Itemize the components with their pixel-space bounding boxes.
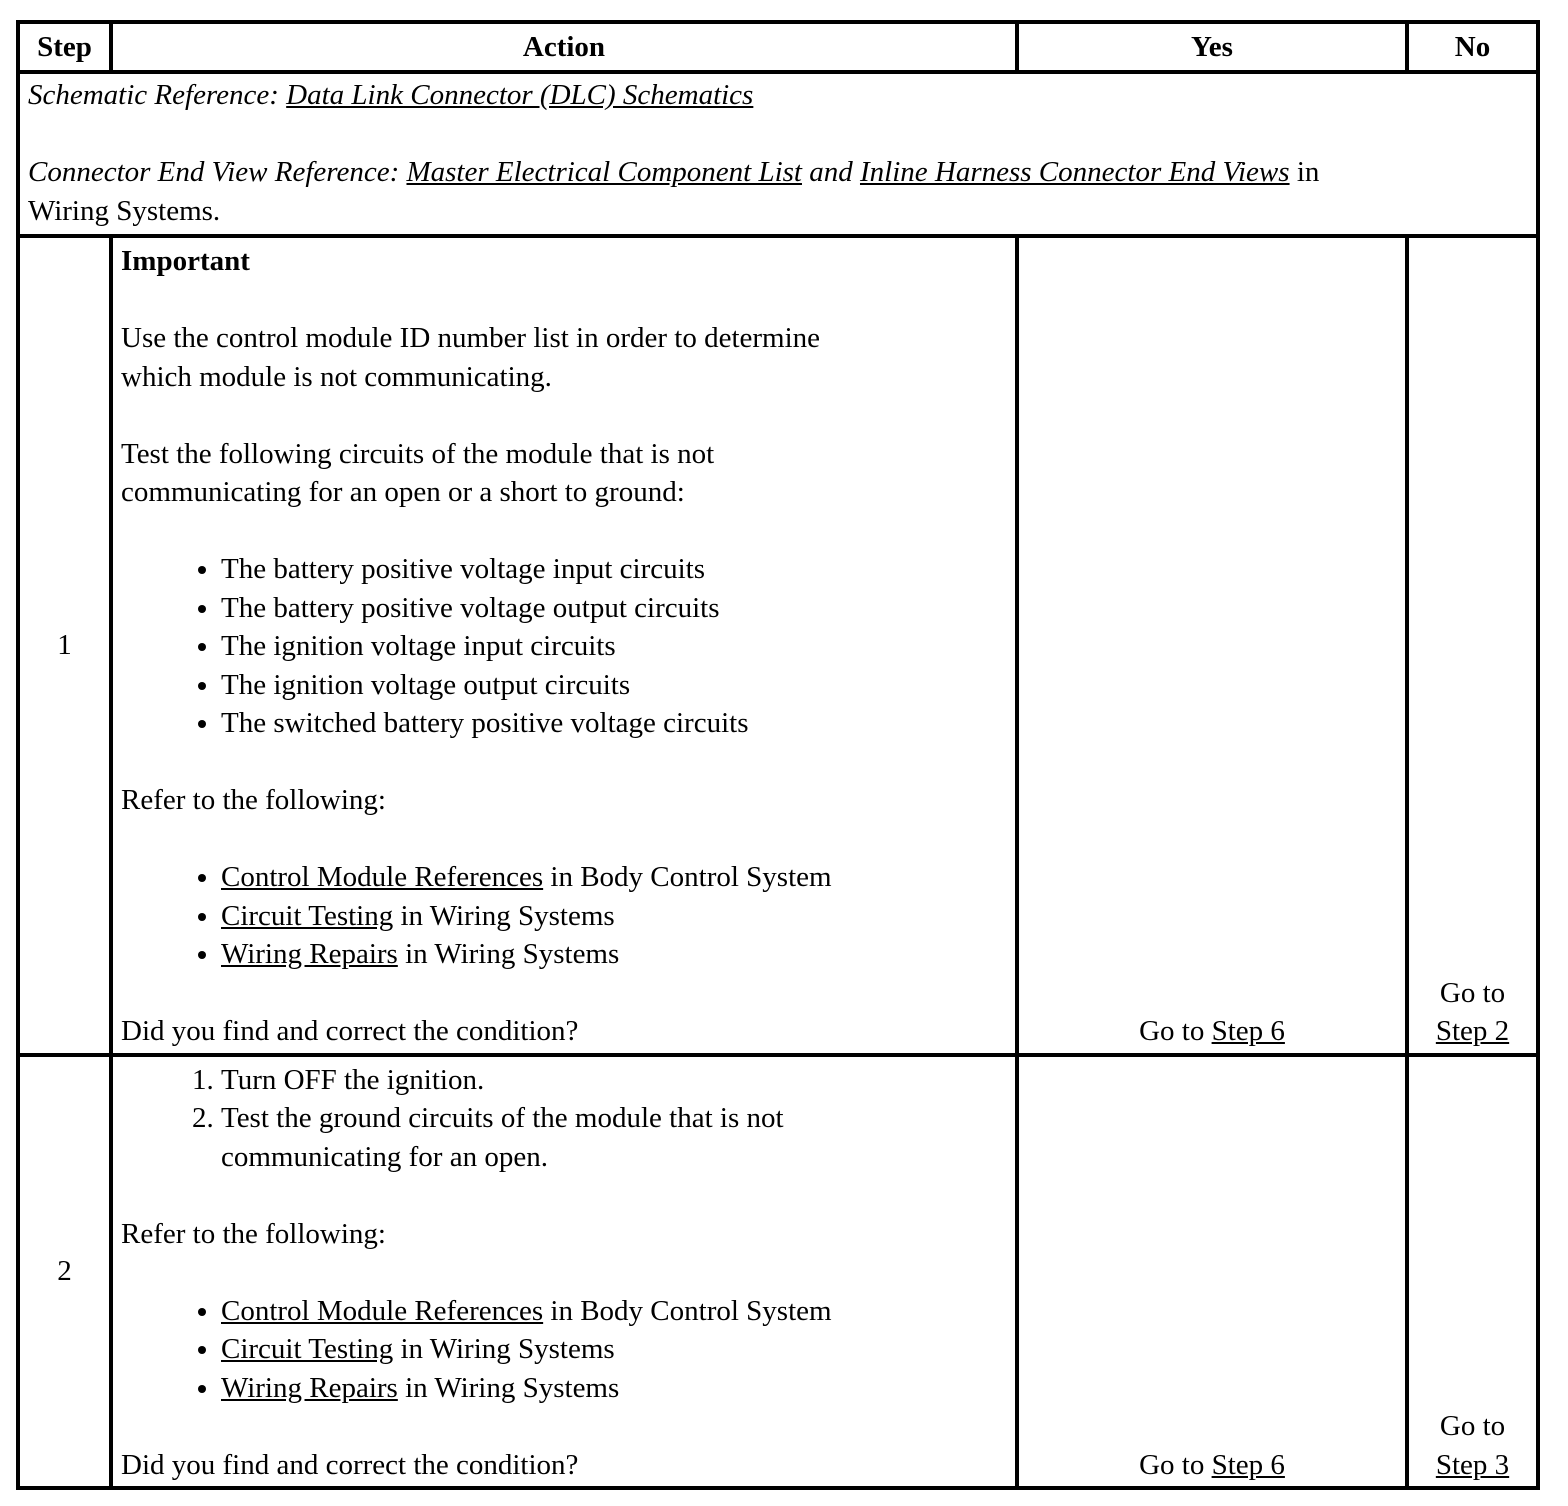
- step-action: [111, 236, 1017, 1055]
- procedure-list: [121, 1061, 1007, 1177]
- reference-cell: [18, 72, 1538, 236]
- schematic-link[interactable]: Data Link Connector (DLC) Schematics: [286, 79, 754, 111]
- no-prefix: Go to: [1439, 1410, 1506, 1442]
- list-item: • Wiring Repairs in Wiring Systems: [221, 935, 1007, 974]
- step-row-1: [18, 236, 1538, 1055]
- reference-list: [121, 858, 1007, 974]
- spacer: [121, 396, 1007, 435]
- circuit-testing-link[interactable]: Circuit Testing: [221, 899, 394, 932]
- question-text: Did you find and correct the condition?: [121, 1448, 579, 1481]
- step-action: [111, 1055, 1017, 1489]
- go-to-step-6-link[interactable]: Step 6: [1211, 1448, 1285, 1481]
- list-item: • Control Module References in Body Control System: [221, 858, 1007, 897]
- refer-text: Refer to the following:: [121, 784, 386, 816]
- control-module-references-link[interactable]: Control Module References: [221, 861, 544, 893]
- wiring-repairs-link[interactable]: Wiring Repairs: [221, 938, 398, 970]
- yes-prefix: Go to: [1139, 1015, 1212, 1047]
- diagnostic-table: [16, 20, 1540, 1490]
- control-module-references-link[interactable]: Control Module References: [221, 1294, 544, 1327]
- schematic-reference-label: Schematic Reference:: [28, 79, 287, 111]
- connector-reference-label: Connector End View Reference:: [28, 156, 407, 188]
- question-text: Did you find and correct the condition?: [121, 1015, 579, 1047]
- wiring-repairs-link[interactable]: Wiring Repairs: [221, 1371, 398, 1404]
- list-item: • The battery positive voltage output circuits: [221, 589, 1007, 628]
- connector-reference: [28, 153, 1528, 192]
- step-row-2: [18, 1055, 1538, 1489]
- inline-harness-link[interactable]: Inline Harness Connector End Views: [859, 156, 1290, 188]
- list-item: • Control Module References in Body Control System: [221, 1292, 1007, 1331]
- no-cell: [1407, 1055, 1538, 1489]
- schematic-reference: [28, 76, 1528, 115]
- header-step: Step: [18, 22, 111, 72]
- connector-and-text: and: [801, 156, 860, 188]
- header-action: Action: [111, 22, 1017, 72]
- instruction-text: Use the control module ID number list in order to determine which module is not communicating.: [121, 322, 821, 393]
- list-item: • The ignition voltage output circuits: [221, 666, 1007, 705]
- no-cell: [1407, 236, 1538, 1055]
- list-item: 2. Test the ground circuits of the module that is not communicating for an open.: [221, 1099, 1007, 1176]
- spacer: [121, 512, 1007, 551]
- spacer: [121, 820, 1007, 859]
- spacer: [121, 1253, 1007, 1292]
- spacer: [121, 974, 1007, 1013]
- header-yes: Yes: [1017, 22, 1407, 72]
- list-item: • The switched battery positive voltage circuits: [221, 704, 1007, 743]
- list-item: 1. Turn OFF the ignition.: [221, 1061, 1007, 1100]
- go-to-step-2-link[interactable]: Step 2: [1435, 1015, 1510, 1047]
- step-number: 1: [18, 236, 111, 1055]
- yes-cell: [1017, 236, 1407, 1055]
- yes-cell: [1017, 1055, 1407, 1489]
- refer-text: Refer to the following:: [121, 1217, 386, 1250]
- circuit-list: [121, 550, 1007, 743]
- reference-row: [18, 72, 1538, 236]
- go-to-step-3-link[interactable]: Step 3: [1435, 1448, 1510, 1481]
- step-number: 2: [18, 1055, 111, 1489]
- go-to-step-6-link[interactable]: Step 6: [1211, 1015, 1285, 1047]
- important-label: Important: [121, 245, 250, 277]
- spacer: [121, 1176, 1007, 1215]
- spacer: [121, 1407, 1007, 1446]
- spacer: [28, 115, 1528, 154]
- list-item: • The battery positive voltage input circuits: [221, 550, 1007, 589]
- no-prefix: Go to: [1439, 976, 1506, 1009]
- header-row: [18, 22, 1538, 72]
- instruction-text: Test the following circuits of the module that is not communicating for an open or a short to ground:: [121, 437, 715, 508]
- list-item: • Circuit Testing in Wiring Systems: [221, 1330, 1007, 1369]
- list-item: • Wiring Repairs in Wiring Systems: [221, 1369, 1007, 1408]
- connector-reference-tail: Wiring Systems.: [28, 194, 221, 227]
- reference-list: [121, 1292, 1007, 1408]
- yes-prefix: Go to: [1139, 1448, 1212, 1481]
- circuit-testing-link[interactable]: Circuit Testing: [221, 1333, 394, 1365]
- connector-in-text: in: [1289, 156, 1320, 188]
- spacer: [121, 743, 1007, 782]
- list-item: • The ignition voltage input circuits: [221, 627, 1007, 666]
- spacer: [121, 281, 1007, 320]
- header-no: No: [1407, 22, 1538, 72]
- list-item: • Circuit Testing in Wiring Systems: [221, 897, 1007, 936]
- master-component-list-link[interactable]: Master Electrical Component List: [406, 156, 802, 188]
